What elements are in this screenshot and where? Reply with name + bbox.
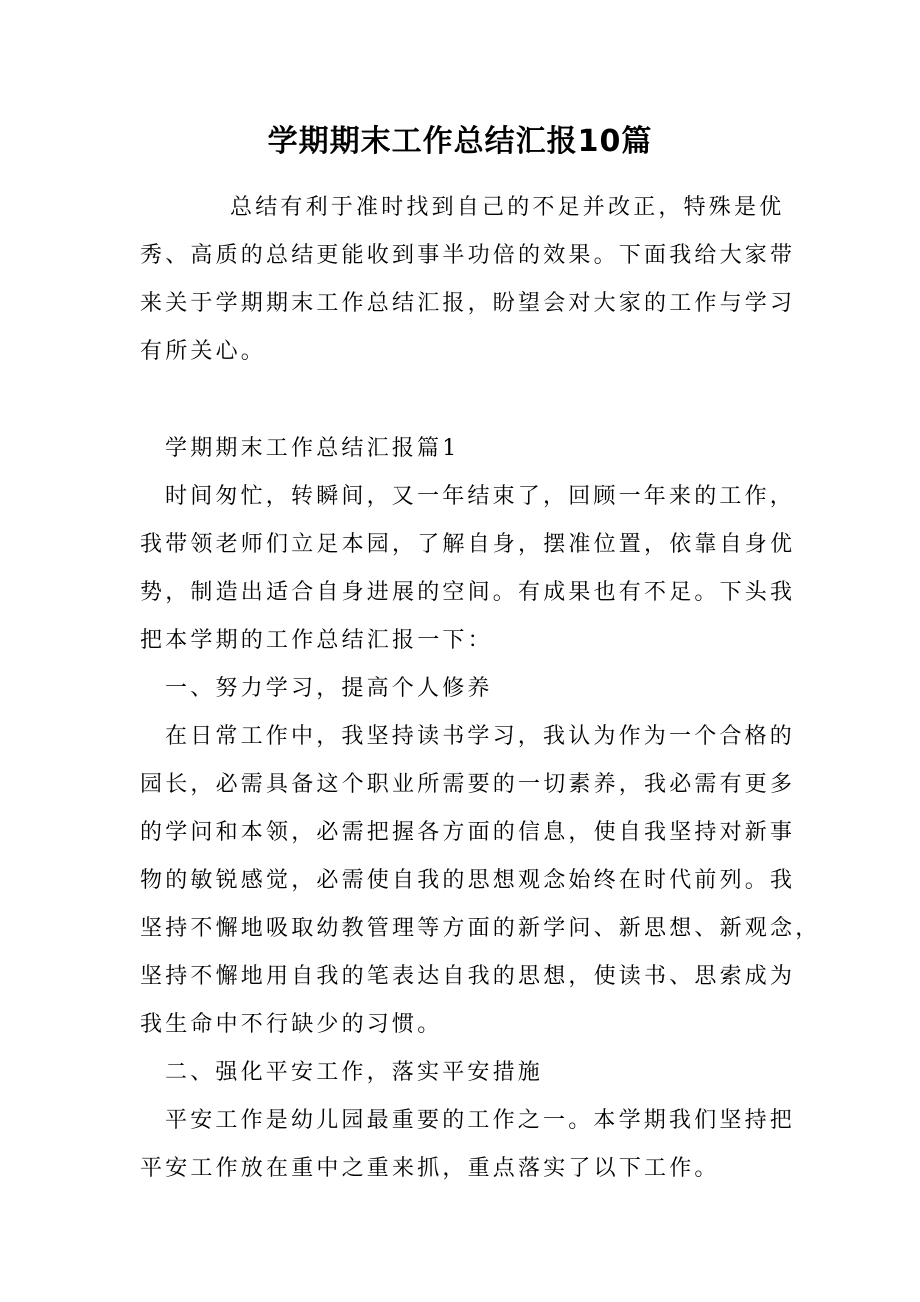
body-paragraph-line: 我带领老师们立足本园，了解自身，摆准位置，依靠自身优 [140, 532, 796, 557]
intro-paragraph-line: 总结有利于准时找到自己的不足并改正，特殊是优 [230, 195, 785, 220]
body-paragraph-line: 平安工作是幼儿园最重要的工作之一。本学期我们坚持把 [165, 1108, 796, 1133]
body-paragraph-line: 势，制造出适合自身进展的空间。有成果也有不足。下头我 [140, 580, 796, 605]
intro-paragraph-line: 有所关心。 [140, 339, 267, 364]
body-paragraph-line: 平安工作放在重中之重来抓，重点落实了以下工作。 [140, 1156, 720, 1181]
subsection-heading: 二、强化平安工作，落实平安措施 [165, 1060, 544, 1085]
body-paragraph-line: 坚持不懈地吸取幼教管理等方面的新学问、新思想、新观念， [140, 916, 821, 941]
body-paragraph-line: 坚持不懈地用自我的笔表达自我的思想，使读书、思索成为 [140, 964, 796, 989]
body-paragraph-line: 我生命中不行缺少的习惯。 [140, 1012, 443, 1037]
document-title: 学期期末工作总结汇报10篇 [267, 124, 653, 159]
intro-paragraph-line: 来关于学期期末工作总结汇报，盼望会对大家的工作与学习 [140, 291, 796, 316]
intro-paragraph-line: 秀、高质的总结更能收到事半功倍的效果。下面我给大家带 [140, 243, 796, 268]
body-paragraph-line: 时间匆忙，转瞬间，又一年结束了，回顾一年来的工作， [165, 484, 796, 509]
section-heading: 学期期末工作总结汇报篇1 [165, 436, 460, 461]
body-paragraph-line: 的学问和本领，必需把握各方面的信息，使自我坚持对新事 [140, 820, 796, 845]
body-paragraph-line: 园长，必需具备这个职业所需要的一切素养，我必需有更多 [140, 772, 796, 797]
body-paragraph-line: 物的敏锐感觉，必需使自我的思想观念始终在时代前列。我 [140, 868, 796, 893]
subsection-heading: 一、努力学习，提高个人修养 [165, 676, 493, 701]
body-paragraph-line: 把本学期的工作总结汇报一下： [140, 628, 493, 653]
body-paragraph-line: 在日常工作中，我坚持读书学习，我认为作为一个合格的 [165, 724, 796, 749]
